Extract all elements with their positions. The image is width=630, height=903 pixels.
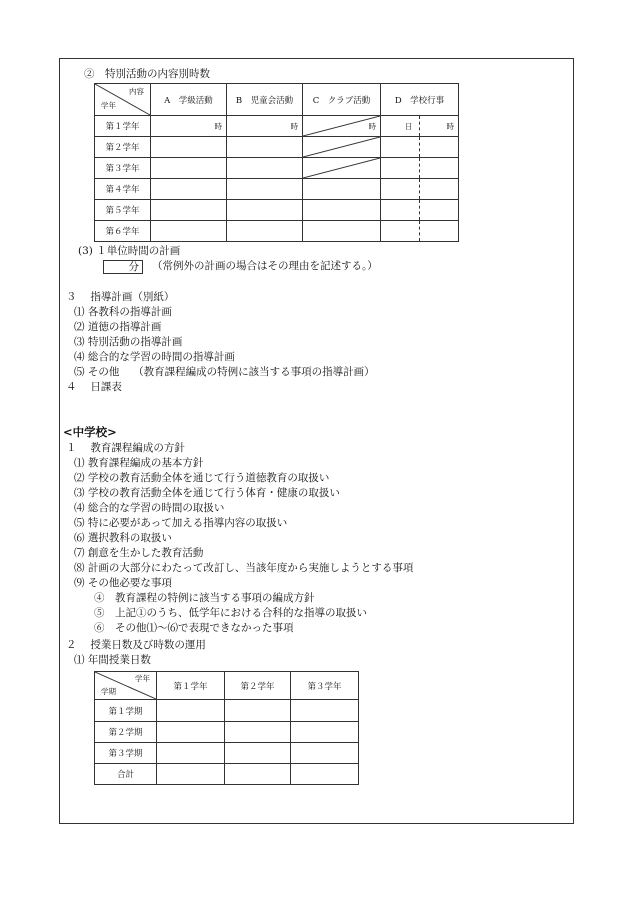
- table2-corner-top: 学年: [135, 674, 150, 683]
- curriculum-policy-item: ⑻ 計画の大部分にわたって改訂し、当該年度から実施しようとする事項: [74, 562, 414, 574]
- curriculum-policy-item: ⑶ 学校の教育活動全体を通じて行う体育・健康の取扱い: [74, 487, 340, 499]
- table2-cell: [157, 722, 225, 743]
- table2-col-header: 第２学年: [225, 672, 291, 700]
- curriculum-policy-item: ⑴ 教育課程編成の基本方針: [74, 457, 204, 469]
- class-days-heading: ２ 授業日数及び時数の運用: [66, 639, 206, 651]
- table1-cell: [227, 179, 303, 200]
- table1-cell: [151, 221, 227, 242]
- table2-cell: [225, 764, 291, 785]
- annual-days-heading: ⑴ 年間授業日数: [74, 654, 151, 666]
- table2-cell: [291, 743, 359, 764]
- table1-cell: [303, 137, 381, 158]
- table2-cell: [225, 700, 291, 722]
- table1-cell: [303, 200, 381, 221]
- table1-cell: [381, 137, 459, 158]
- table1-cell: [381, 179, 459, 200]
- table1-col-header: D 学校行事: [381, 84, 459, 116]
- table2-cell: [157, 700, 225, 722]
- daily-schedule-heading: ４ 日課表: [66, 381, 122, 393]
- table2-cell: [291, 722, 359, 743]
- hours-unit: 時: [446, 122, 454, 131]
- guidance-plan-item: ⑶ 特別活動の指導計画: [74, 336, 183, 348]
- table2-corner-bottom: 学期: [101, 686, 116, 696]
- table1-cell: [303, 221, 381, 242]
- table2-cell: [157, 743, 225, 764]
- table1-row-label: 第１学年: [95, 116, 151, 137]
- curriculum-policy-subitem: ⑤ 上記①のうち、低学年における合科的な指導の取扱い: [94, 607, 367, 619]
- table2-cell: [157, 764, 225, 785]
- guidance-plan-item: ⑷ 総合的な学習の時間の指導計画: [74, 351, 235, 363]
- curriculum-policy-item: ⑼ その他必要な事項: [74, 577, 172, 589]
- table1-cell: [151, 200, 227, 221]
- table1-corner-top: 内容: [129, 87, 144, 96]
- minutes-note: （常例外の計画の場合はその理由を記述する。）: [152, 260, 378, 272]
- table1-cell: [303, 158, 381, 179]
- table1-cell: [151, 158, 227, 179]
- hours-unit: 時: [290, 122, 298, 131]
- table1-cell: [227, 221, 303, 242]
- table2-cell: [225, 743, 291, 764]
- table1-corner-cell: [95, 84, 151, 116]
- table1-cell: [227, 158, 303, 179]
- curriculum-policy-subitem: ⑥ その他⑴～⑹で表現できなかった事項: [94, 622, 294, 634]
- curriculum-policy-subitem: ④ 教育課程の特例に該当する事項の編成方針: [94, 592, 315, 604]
- table2-row-label: 第２学期: [95, 722, 157, 743]
- table2-col-header: 第１学年: [157, 672, 225, 700]
- table1-cell: [381, 221, 459, 242]
- table2-corner-cell: [95, 672, 157, 700]
- minutes-unit: 分: [128, 261, 139, 273]
- table1-cell: [227, 137, 303, 158]
- table1-cell: [381, 200, 459, 221]
- guidance-plan-heading: ３ 指導計画（別紙）: [66, 291, 175, 303]
- table2-cell: [291, 700, 359, 722]
- table1-col-header: C クラブ活動: [303, 84, 381, 116]
- table1-cell: [151, 116, 227, 137]
- table1-cell: [303, 116, 381, 137]
- unit-time-heading: (3) １単位時間の計画: [78, 245, 181, 257]
- table1-corner-bottom: 学年: [101, 100, 116, 110]
- annual-class-days-table: [94, 671, 359, 785]
- table1-col-header: B 児童会活動: [227, 84, 303, 116]
- table1-row-label: 第５学年: [95, 200, 151, 221]
- table1-row-label: 第４学年: [95, 179, 151, 200]
- curriculum-policy-item: ⑵ 学校の教育活動全体を通じて行う道徳教育の取扱い: [74, 472, 330, 484]
- table1-row-label: 第３学年: [95, 158, 151, 179]
- table1-row-label: 第６学年: [95, 221, 151, 242]
- special-activities-table: [94, 83, 459, 242]
- guidance-plan-item: ⑸ その他 （教育課程編成の特例に該当する事項の指導計画）: [74, 366, 375, 378]
- curriculum-policy-item: ⑹ 選択教科の取扱い: [74, 532, 172, 544]
- days-unit: 日: [405, 122, 413, 131]
- table1-cell: [227, 116, 303, 137]
- minutes-box: [103, 260, 143, 274]
- hours-unit: 時: [214, 122, 222, 131]
- hours-unit: 時: [368, 122, 376, 131]
- curriculum-policy-item: ⑷ 総合的な学習の時間の取扱い: [74, 502, 225, 514]
- special-activities-heading: ② 特別活動の内容別時数: [84, 68, 210, 80]
- curriculum-policy-item: ⑺ 創意を生かした教育活動: [74, 547, 204, 559]
- table2-row-label: 第１学期: [95, 700, 157, 722]
- table1-col-header: A 学級活動: [151, 84, 227, 116]
- table1-cell: [151, 179, 227, 200]
- table2-col-header: 第３学年: [291, 672, 359, 700]
- table2-row-label: 第３学期: [95, 743, 157, 764]
- table1-row-label: 第２学年: [95, 137, 151, 158]
- table1-cell: [151, 137, 227, 158]
- table1-cell: [227, 200, 303, 221]
- guidance-plan-item: ⑵ 道徳の指導計画: [74, 321, 162, 333]
- curriculum-policy-heading: １ 教育課程編成の方針: [66, 442, 185, 454]
- table2-cell: [225, 722, 291, 743]
- junior-high-heading: <中学校>: [63, 425, 117, 439]
- table1-cell: [303, 179, 381, 200]
- guidance-plan-item: ⑴ 各教科の指導計画: [74, 306, 172, 318]
- table1-cell: [381, 158, 459, 179]
- table2-row-label: 合計: [95, 764, 157, 785]
- table2-cell: [291, 764, 359, 785]
- table1-cell: [381, 116, 459, 137]
- curriculum-policy-item: ⑸ 特に必要があって加える指導内容の取扱い: [74, 517, 288, 529]
